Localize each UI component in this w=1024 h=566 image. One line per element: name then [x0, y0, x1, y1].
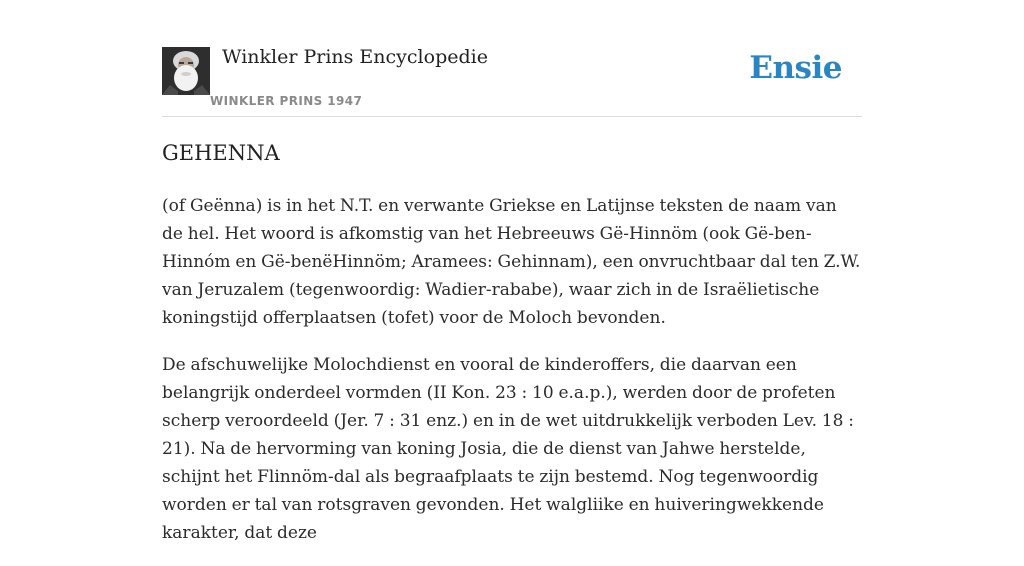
- bearded-man-portrait-icon: [162, 47, 210, 95]
- page-title: GEHENNA: [162, 141, 280, 165]
- article-body: [162, 192, 862, 566]
- article-paragraph-1: (of Geënna) is in het N.T. en verwante Griekse en Latijnse teksten de naam van de hel. Het woord is afkomstig van het Hebreeuws Gë-Hinnöm (ook Gë-ben-Hinnóm en Gë-benëHinnöm; Aramees: Gehinnam), een onvruchtbaar dal ten Z.W. van Jeruzalem (tegenwoordig: Wadier-rababe), waar zich in de Israëlietische koningstijd offerplaatsen (tofet) voor de Moloch bevonden.: [162, 196, 861, 328]
- avatar[interactable]: [162, 47, 210, 95]
- article-paragraph-2: De afschuwelijke Molochdienst en vooral de kinderoffers, die daarvan een belangrijk onderdeel vormden (II Kon. 23 : 10 e.a.p.), werden door de profeten scherp veroordeeld (Jer. 7 : 31 enz.) en in de wet uitdrukkelijk verboden Lev. 18 : 21). Na de hervorming van koning Josia, die de dienst van Jahwe herstelde, schijnt het Flinnöm-dal als begraafplaats te zijn bestemd. Nog tegenwoordig worden er tal van rotsgraven gevonden. Het walgliike en huiveringwekkende karakter, dat deze: [162, 355, 854, 543]
- page: [162, 0, 862, 543]
- site-header: [162, 0, 862, 117]
- site-name[interactable]: Winkler Prins Encyclopedie: [222, 46, 488, 68]
- brand-logo[interactable]: Ensie: [749, 50, 842, 86]
- edition-label[interactable]: WINKLER PRINS 1947: [210, 94, 363, 108]
